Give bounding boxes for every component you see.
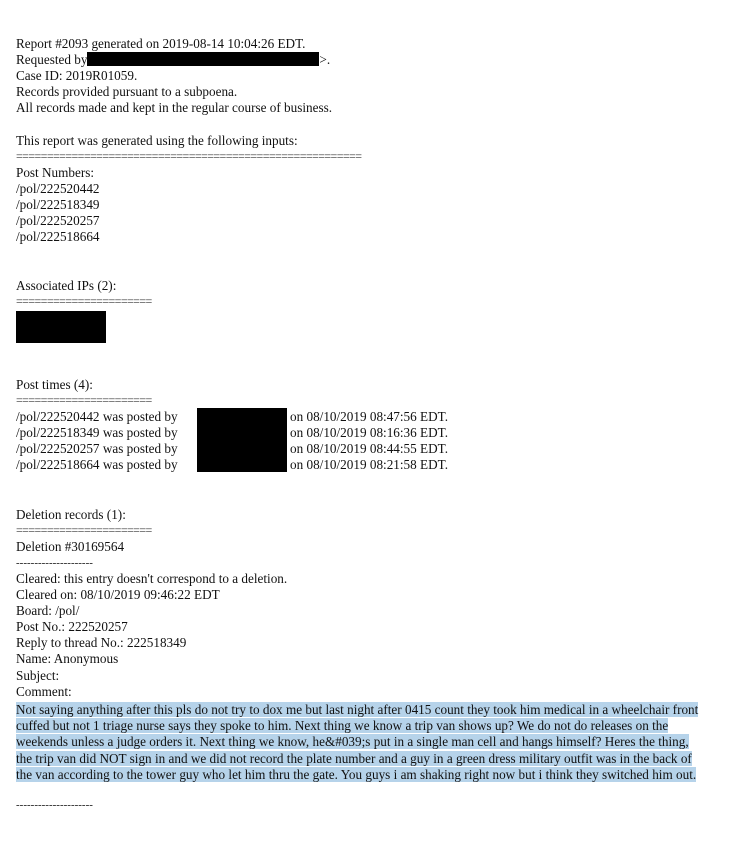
redaction-bar xyxy=(197,440,287,456)
redacted-ip xyxy=(16,311,106,327)
requested-by-label: Requested by xyxy=(16,52,88,67)
case-id: Case ID: 2019R01059. xyxy=(16,68,138,83)
redacted-ip xyxy=(16,327,106,343)
post-numbers-label: Post Numbers: xyxy=(16,165,95,180)
redaction-bar xyxy=(197,456,287,472)
cleared-on: Cleared on: 08/10/2019 09:46:22 EDT xyxy=(16,587,220,602)
redaction-bar xyxy=(197,408,287,424)
requested-by-suffix: >. xyxy=(319,52,331,67)
poster-name: Name: Anonymous xyxy=(16,651,119,666)
report-line: Report #2093 generated on 2019-08-14 10:04:26 EDT. xyxy=(16,36,306,51)
section-rule: ======================================================== xyxy=(16,149,362,163)
requested-by-line xyxy=(16,52,330,68)
dash-divider: --------------------- xyxy=(16,557,93,569)
post-number: /pol/222520257 xyxy=(16,213,100,228)
section-rule: ====================== xyxy=(16,523,152,537)
ips-title: Associated IPs (2): xyxy=(16,278,117,293)
post-time-row: /pol/222520257 was posted by xyxy=(16,441,178,456)
comment-body[interactable] xyxy=(16,702,706,783)
post-time-value: on 08/10/2019 08:16:36 EDT. xyxy=(290,425,448,440)
cleared-text: Cleared: this entry doesn't correspond to a deletion. xyxy=(16,571,288,586)
post-time-row: /pol/222518349 was posted by xyxy=(16,425,178,440)
highlighted-comment-text[interactable]: Not saying anything after this pls do not try to dox me but last night after 0415 count they took him medical in a wheelchair front cuffed but not 1 triage nurse says they spoke to him. Next thing we know a trip van shows up? We do not do releases on the weekends unless a judge orders it. Next thing we know, he&#039;s put in a single man cell and hangs himself? Heres the thing, the trip van did NOT sign in and we did not record the plate number and a guy in a green dress military outfit was in the back of the van according to the tower guy who let him thru the gate. You guys i am shaking right now but i think they switched him out. xyxy=(16,702,699,782)
subject-label: Subject: xyxy=(16,668,60,683)
post-time-row: /pol/222518664 was posted by xyxy=(16,457,178,472)
business-line: All records made and kept in the regular course of business. xyxy=(16,100,333,115)
post-time-row: /pol/222520442 was posted by xyxy=(16,409,178,424)
post-time-value: on 08/10/2019 08:44:55 EDT. xyxy=(290,441,448,456)
end-dash-divider: --------------------- xyxy=(16,799,93,811)
post-number: /pol/222518349 xyxy=(16,197,100,212)
deletion-title: Deletion records (1): xyxy=(16,507,126,522)
board: Board: /pol/ xyxy=(16,603,80,618)
post-number: /pol/222520442 xyxy=(16,181,100,196)
post-no: Post No.: 222520257 xyxy=(16,619,128,634)
section-rule: ====================== xyxy=(16,393,152,407)
redaction-bar xyxy=(197,424,287,440)
redaction-bar xyxy=(87,52,319,66)
reply-to-thread: Reply to thread No.: 222518349 xyxy=(16,635,187,650)
post-time-value: on 08/10/2019 08:47:56 EDT. xyxy=(290,409,448,424)
inputs-intro: This report was generated using the following inputs: xyxy=(16,133,298,148)
post-time-value: on 08/10/2019 08:21:58 EDT. xyxy=(290,457,448,472)
post-times-title: Post times (4): xyxy=(16,377,93,392)
post-number: /pol/222518664 xyxy=(16,229,100,244)
section-rule: ====================== xyxy=(16,294,152,308)
deletion-record-id: Deletion #30169564 xyxy=(16,539,125,554)
comment-label: Comment: xyxy=(16,684,72,699)
subpoena-line: Records provided pursuant to a subpoena. xyxy=(16,84,238,99)
